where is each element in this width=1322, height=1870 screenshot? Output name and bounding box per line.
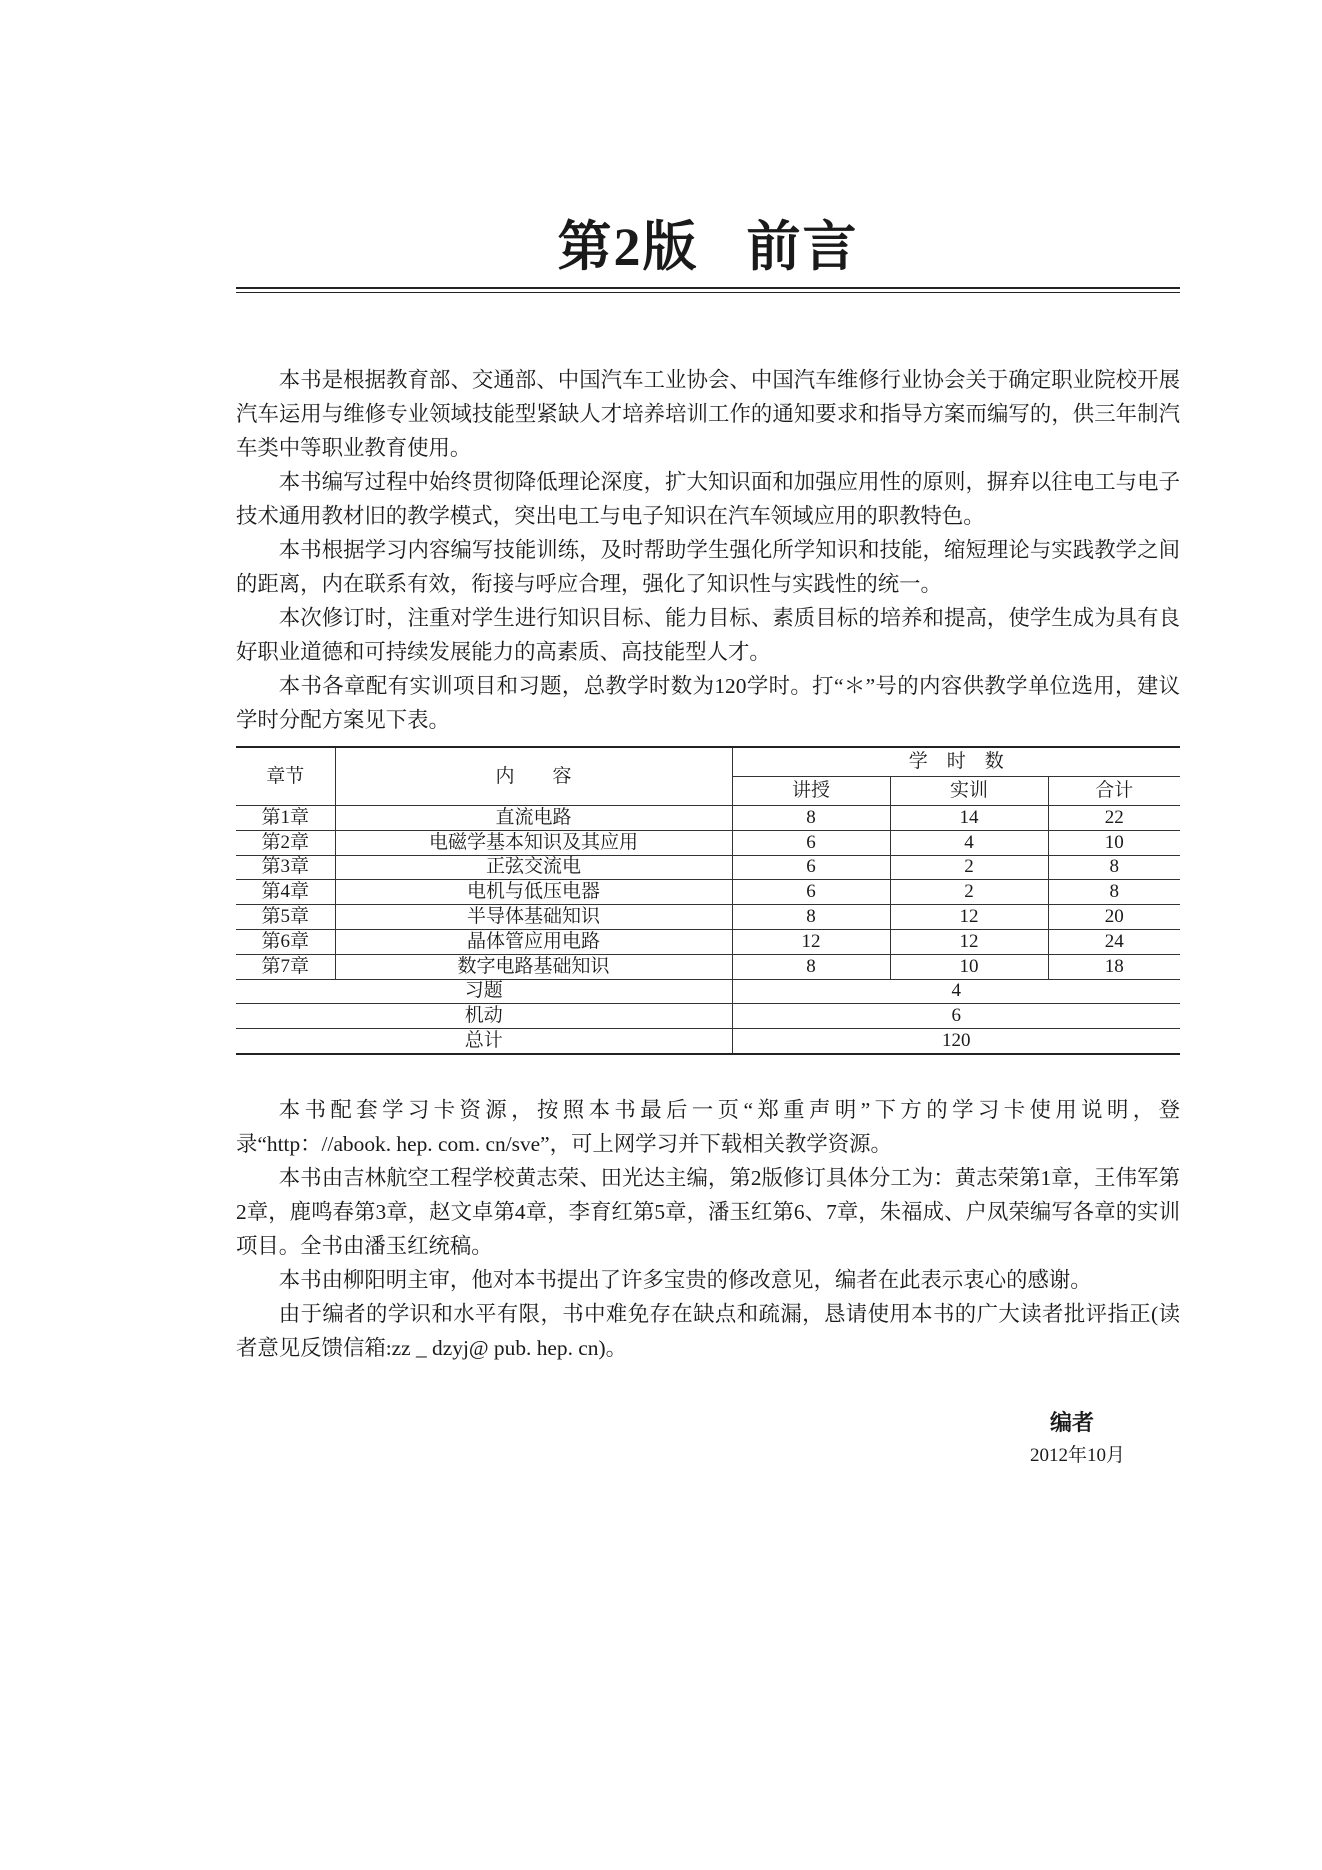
signature-date: 2012年10月 <box>1030 1445 1126 1466</box>
cell-lecture: 8 <box>732 806 890 831</box>
cell-lecture: 8 <box>732 954 890 979</box>
summary-label: 总计 <box>236 1029 732 1054</box>
table-row <box>236 855 1180 880</box>
cell-practice: 10 <box>890 954 1048 979</box>
summary-value: 6 <box>732 1004 1180 1029</box>
table-header-row <box>236 747 1180 777</box>
cell-practice: 12 <box>890 905 1048 930</box>
paragraph: 由于编者的学识和水平有限，书中难免存在缺点和疏漏，恳请使用本书的广大读者批评指正(读者意见反馈信箱:zz _ dzyj@ pub. hep. cn)。 <box>236 1302 1180 1360</box>
page-title <box>236 212 1180 282</box>
cell-practice: 12 <box>890 929 1048 954</box>
header-chapter: 章节 <box>236 747 335 806</box>
cell-practice: 2 <box>890 855 1048 880</box>
paragraph: 本书配套学习卡资源，按照本书最后一页“郑重声明”下方的学习卡使用说明，登录“http：//abook. hep. com. cn/sve”，可上网学习并下载相关教学资源。 <box>236 1098 1180 1156</box>
table-row <box>236 905 1180 930</box>
header-content: 内 容 <box>335 747 732 806</box>
cell-chapter: 第5章 <box>236 905 335 930</box>
cell-practice: 4 <box>890 830 1048 855</box>
cell-content: 直流电路 <box>335 806 732 831</box>
cell-content: 半导体基础知识 <box>335 905 732 930</box>
summary-value: 4 <box>732 979 1180 1004</box>
cell-total: 8 <box>1048 880 1180 905</box>
summary-row <box>236 1004 1180 1029</box>
cell-chapter: 第4章 <box>236 880 335 905</box>
signature-author: 编者 <box>1050 1410 1095 1435</box>
cell-practice: 2 <box>890 880 1048 905</box>
cell-lecture: 6 <box>732 880 890 905</box>
cell-chapter: 第6章 <box>236 929 335 954</box>
summary-label: 机动 <box>236 1004 732 1029</box>
header-lecture: 讲授 <box>732 777 890 806</box>
header-total: 合计 <box>1048 777 1180 806</box>
cell-total: 10 <box>1048 830 1180 855</box>
title-rule-bottom <box>236 292 1180 293</box>
closing-section <box>236 1093 1180 1365</box>
title-rule-top <box>236 287 1180 289</box>
title-preface: 前言 <box>746 217 859 277</box>
paragraph: 本书根据学习内容编写技能训练，及时帮助学生强化所学知识和技能，缩短理论与实践教学之间的距离，内在联系有效，衔接与呼应合理，强化了知识性与实践性的统一。 <box>236 538 1180 596</box>
table-row <box>236 830 1180 855</box>
cell-total: 20 <box>1048 905 1180 930</box>
cell-practice: 14 <box>890 806 1048 831</box>
table-row <box>236 929 1180 954</box>
cell-lecture: 6 <box>732 830 890 855</box>
paragraph: 本书由柳阳明主审，他对本书提出了许多宝贵的修改意见，编者在此表示衷心的感谢。 <box>278 1268 1092 1292</box>
summary-row <box>236 1029 1180 1054</box>
summary-value: 120 <box>732 1029 1180 1054</box>
paragraph: 本次修订时，注重对学生进行知识目标、能力目标、素质目标的培养和提高，使学生成为具有良好职业道德和可持续发展能力的高素质、高技能型人才。 <box>236 606 1180 664</box>
cell-content: 电磁学基本知识及其应用 <box>335 830 732 855</box>
summary-row <box>236 979 1180 1004</box>
cell-content: 数字电路基础知识 <box>335 954 732 979</box>
hours-table <box>236 746 1180 1055</box>
header-practice: 实训 <box>890 777 1048 806</box>
title-edition: 第2版 <box>557 217 699 277</box>
cell-lecture: 12 <box>732 929 890 954</box>
summary-label: 习题 <box>236 979 732 1004</box>
cell-chapter: 第7章 <box>236 954 335 979</box>
cell-content: 正弦交流电 <box>335 855 732 880</box>
cell-content: 晶体管应用电路 <box>335 929 732 954</box>
cell-chapter: 第3章 <box>236 855 335 880</box>
table-row <box>236 880 1180 905</box>
paragraph: 本书各章配有实训项目和习题，总教学时数为120学时。打“＊”号的内容供教学单位选用，建议学时分配方案见下表。 <box>236 674 1180 732</box>
paragraph: 本书编写过程中始终贯彻降低理论深度，扩大知识面和加强应用性的原则，摒弃以往电工与电子技术通用教材旧的教学模式，突出电工与电子知识在汽车领域应用的职教特色。 <box>236 470 1180 528</box>
paragraph: 本书由吉林航空工程学校黄志荣、田光达主编，第2版修订具体分工为：黄志荣第1章，王伟军第2章，鹿鸣春第3章，赵文卓第4章，李育红第5章，潘玉红第6、7章，朱福成、户凤荣编写各章的实训项目。全书由潘玉红统稿。 <box>236 1166 1180 1258</box>
cell-content: 电机与低压电器 <box>335 880 732 905</box>
intro-section <box>236 363 1180 737</box>
cell-total: 8 <box>1048 855 1180 880</box>
cell-lecture: 6 <box>732 855 890 880</box>
table-row <box>236 954 1180 979</box>
paragraph: 本书是根据教育部、交通部、中国汽车工业协会、中国汽车维修行业协会关于确定职业院校开展汽车运用与维修专业领域技能型紧缺人才培养培训工作的通知要求和指导方案而编写的，供三年制汽车类中等职业教育使用。 <box>236 368 1180 460</box>
cell-chapter: 第1章 <box>236 806 335 831</box>
cell-lecture: 8 <box>732 905 890 930</box>
cell-total: 18 <box>1048 954 1180 979</box>
header-hours: 学 时 数 <box>732 747 1180 777</box>
cell-total: 24 <box>1048 929 1180 954</box>
cell-total: 22 <box>1048 806 1180 831</box>
table-row <box>236 806 1180 831</box>
cell-chapter: 第2章 <box>236 830 335 855</box>
